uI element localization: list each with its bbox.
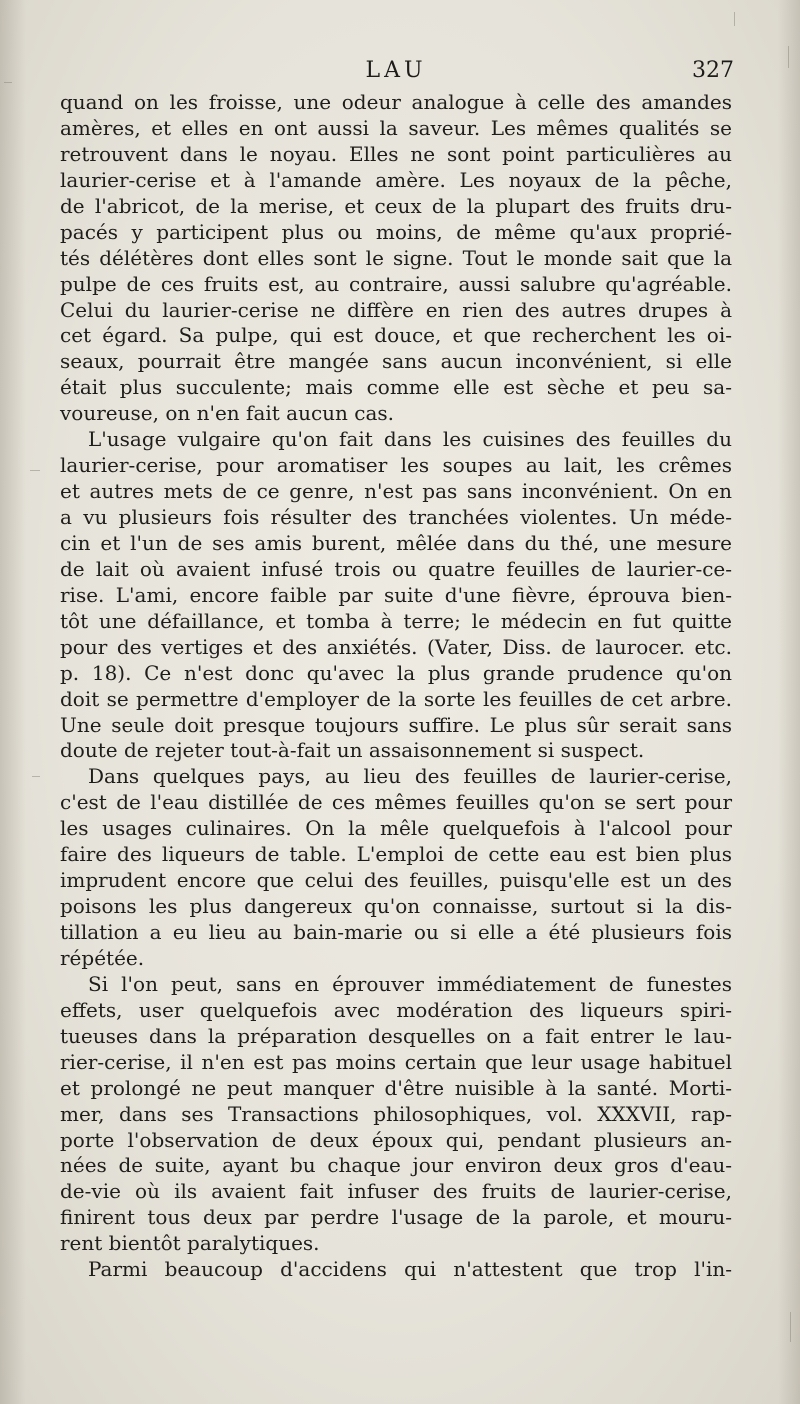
- text-line: nées de suite, ayant bu chaque jour environ deux gros d'eau-: [60, 1153, 732, 1178]
- text-line: de l'abricot, de la merise, et ceux de la plupart des fruits dru-: [60, 193, 732, 218]
- text-line: voureuse, on n'en fait aucun cas.: [60, 401, 395, 426]
- text-line: effets, user quelquefois avec modération des liqueurs spiri-: [60, 997, 732, 1022]
- text-line: laurier-cerise, pour aromatiser les soupes au lait, les crêmes: [60, 453, 732, 478]
- margin-mark: [4, 82, 12, 83]
- text-line: pulpe de ces fruits est, au contraire, aussi salubre qu'agréable.: [60, 271, 732, 296]
- text-line: faire des liqueurs de table. L'emploi de cette eau est bien plus: [60, 842, 732, 867]
- text-line: c'est de l'eau distillée de ces mêmes feuilles qu'on se sert pour: [60, 790, 732, 815]
- text-line: cet égard. Sa pulpe, qui est douce, et que recherchent les oi-: [60, 323, 732, 348]
- margin-mark: [30, 470, 40, 471]
- text-line: répétée.: [60, 945, 145, 970]
- text-line: porte l'observation de deux époux qui, pendant plusieurs an-: [60, 1127, 732, 1152]
- margin-mark: [734, 12, 735, 26]
- page-shadow-right: [778, 0, 800, 1404]
- margin-mark: [788, 46, 789, 68]
- text-line: laurier-cerise et à l'amande amère. Les noyaux de la pêche,: [60, 167, 732, 192]
- text-line: retrouvent dans le noyau. Elles ne sont point particulières au: [60, 141, 732, 166]
- text-line: tôt une défaillance, et tomba à terre; le médecin en fut quitte: [60, 608, 732, 633]
- text-line: rier-cerise, il n'en est pas moins certain que leur usage habituel: [60, 1049, 732, 1074]
- text-line: doute de rejeter tout-à-fait un assaisonnement si suspect.: [60, 738, 645, 763]
- text-line: L'usage vulgaire qu'on fait dans les cuisines des feuilles du: [88, 427, 732, 452]
- text-line: seaux, pourrait être mangée sans aucun inconvénient, si elle: [60, 349, 732, 374]
- text-line: et prolongé ne peut manquer d'être nuisible à la santé. Morti-: [60, 1075, 732, 1100]
- running-head: [58, 58, 734, 88]
- text-line: finirent tous deux par perdre l'usage de la parole, et mouru-: [60, 1205, 732, 1230]
- text-line: Si l'on peut, sans en éprouver immédiatement de funestes: [88, 971, 732, 996]
- text-line: rent bientôt paralytiques.: [60, 1231, 320, 1256]
- text-line: mer, dans ses Transactions philosophiques, vol. XXXVII, rap-: [60, 1101, 732, 1126]
- running-head-title: LAU: [365, 58, 427, 83]
- text-line: Dans quelques pays, au lieu des feuilles de laurier-cerise,: [88, 764, 732, 789]
- text-line: pacés y participent plus ou moins, de même qu'aux proprié-: [60, 219, 732, 244]
- text-line: cin et l'un de ses amis burent, mêlée dans du thé, une mesure: [60, 530, 732, 555]
- text-line: doit se permettre d'employer de la sorte les feuilles de cet arbre.: [60, 686, 732, 711]
- body-text: [60, 90, 732, 1283]
- text-line: rise. L'ami, encore faible par suite d'une fièvre, éprouva bien-: [60, 582, 732, 607]
- text-line: tés délétères dont elles sont le signe. Tout le monde sait que la: [60, 245, 732, 270]
- text-line: a vu plusieurs fois résulter des tranchées violentes. Un méde-: [60, 505, 732, 529]
- text-line: quand on les froisse, une odeur analogue à celle des amandes: [60, 90, 732, 114]
- margin-mark: [32, 776, 40, 777]
- text-line: poisons les plus dangereux qu'on connaisse, surtout si la dis-: [60, 894, 732, 919]
- margin-mark: [790, 1312, 791, 1342]
- text-line: de lait où avaient infusé trois ou quatre feuilles de laurier-ce-: [60, 556, 732, 581]
- text-line: Celui du laurier-cerise ne diffère en rien des autres drupes à: [60, 297, 732, 322]
- text-line: p. 18). Ce n'est donc qu'avec la plus grande prudence qu'on: [60, 660, 732, 685]
- text-line: pour des vertiges et des anxiétés. (Vater, Diss. de laurocer. etc.: [60, 634, 732, 659]
- text-line: tueuses dans la préparation desquelles on a fait entrer le lau-: [60, 1023, 732, 1048]
- text-line: de-vie où ils avaient fait infuser des fruits de laurier-cerise,: [60, 1179, 732, 1204]
- text-line: les usages culinaires. On la mêle quelquefois à l'alcool pour: [60, 816, 732, 841]
- page-shadow-left: [0, 0, 26, 1404]
- text-line: amères, et elles en ont aussi la saveur. Les mêmes qualités se: [60, 115, 732, 140]
- text-line: imprudent encore que celui des feuilles, puisqu'elle est un des: [60, 868, 732, 893]
- text-line: tillation a eu lieu au bain-marie ou si elle a été plusieurs fois: [60, 920, 732, 944]
- text-line: Une seule doit presque toujours suffire. Le plus sûr serait sans: [60, 712, 732, 737]
- page-number: 327: [692, 58, 734, 83]
- text-line: était plus succulente; mais comme elle est sèche et peu sa-: [60, 375, 732, 400]
- text-line: Parmi beaucoup d'accidens qui n'attestent que trop l'in-: [88, 1257, 732, 1282]
- text-line: et autres mets de ce genre, n'est pas sans inconvénient. On en: [60, 479, 732, 504]
